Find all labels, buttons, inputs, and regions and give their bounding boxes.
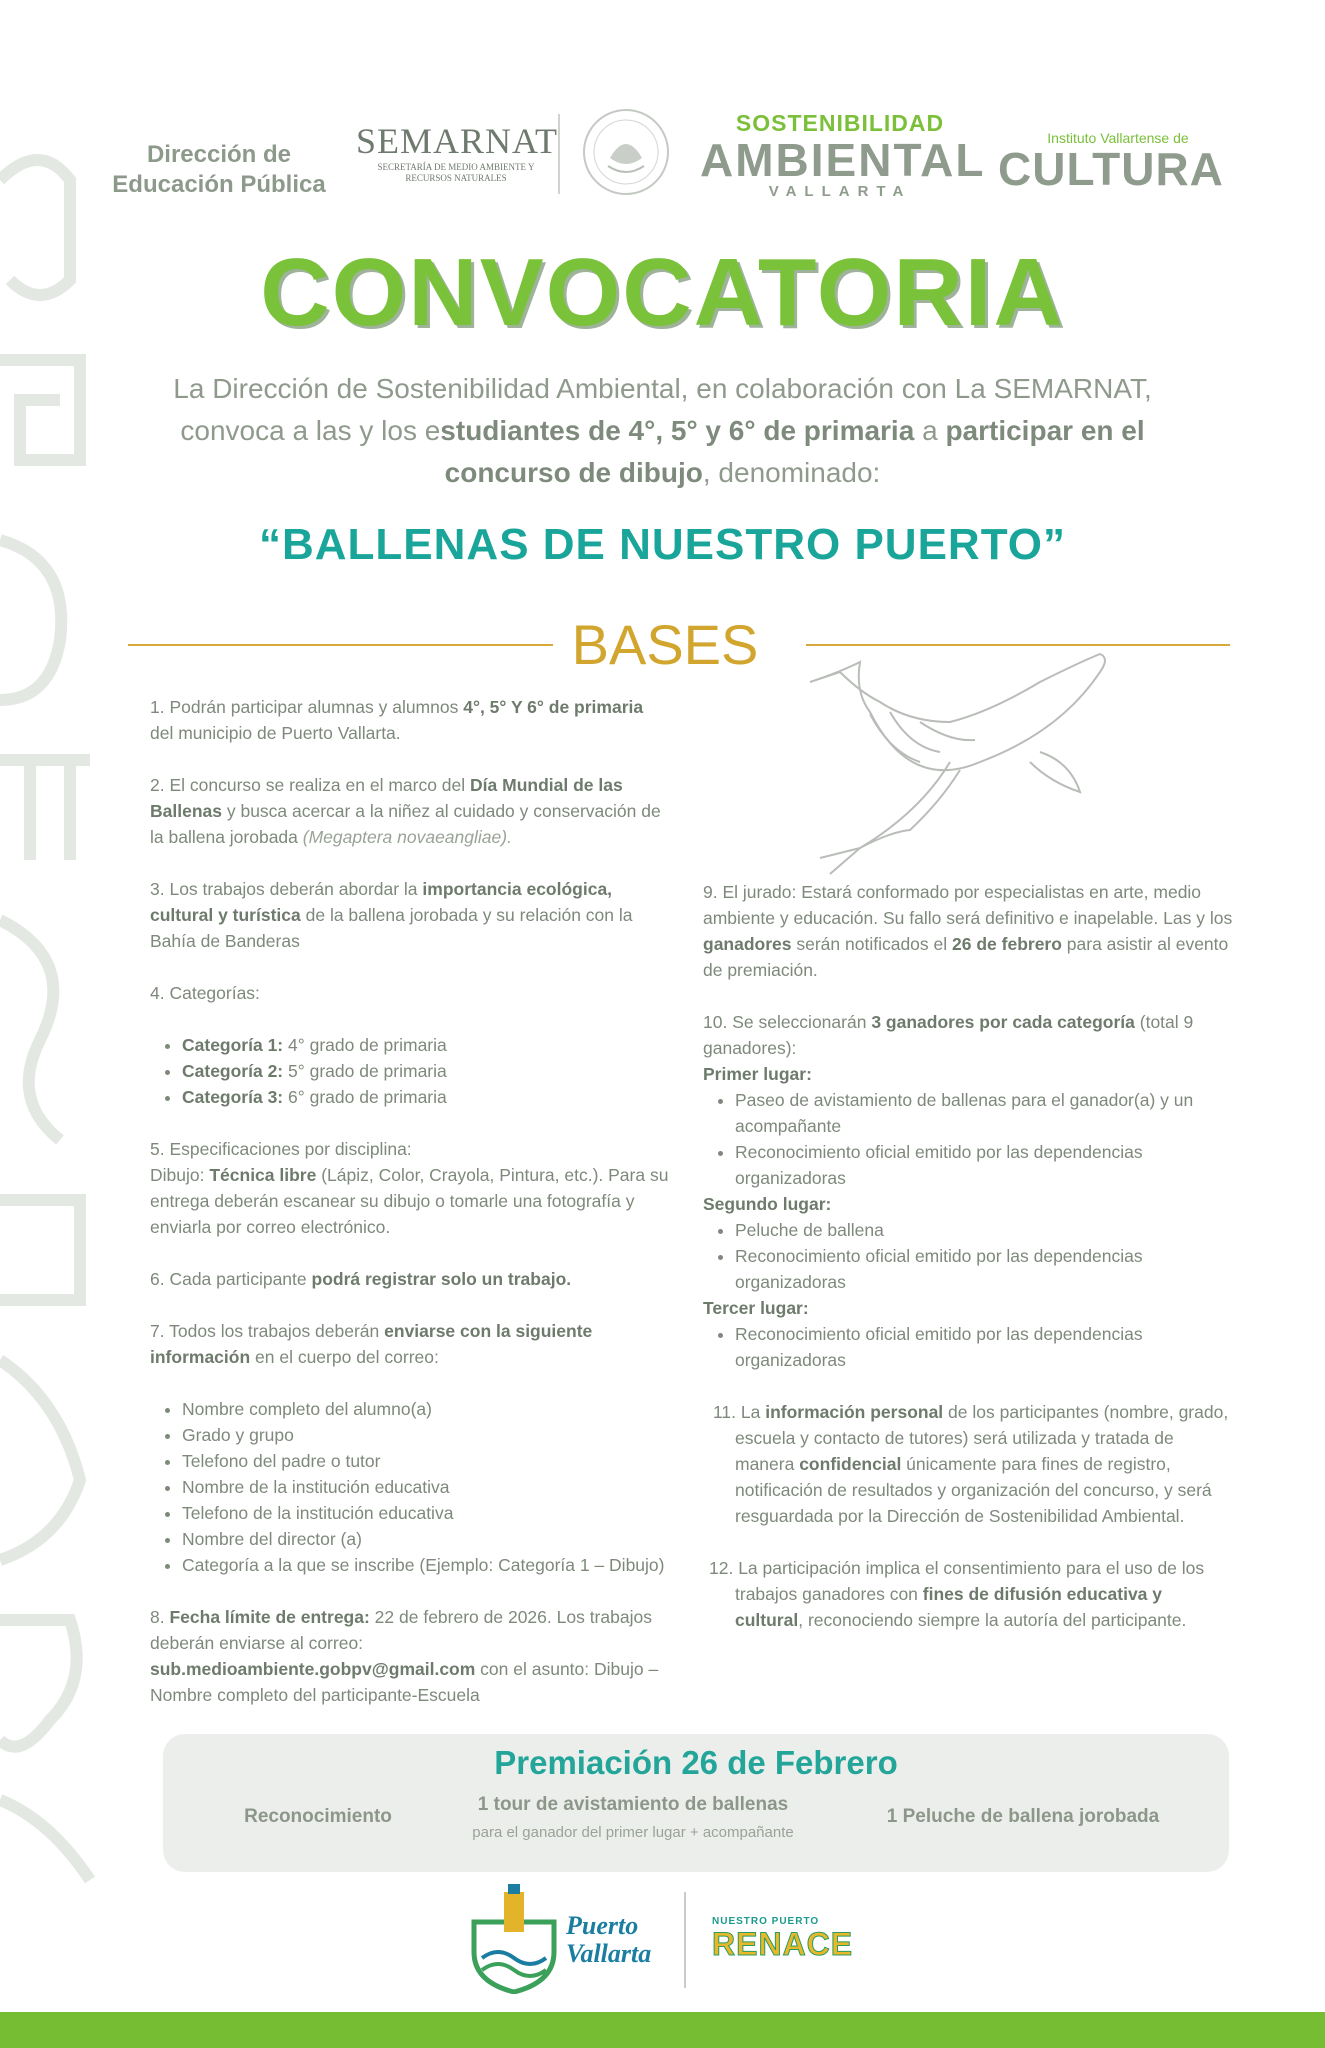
list-item: • Nombre completo del alumno(a) bbox=[182, 1396, 670, 1422]
list-item: • Reconocimiento oficial emitido por las dependencias organizadoras bbox=[735, 1139, 1233, 1191]
base-8-text-end: con el asunto: Dibujo – Nombre completo del participante-Escuela bbox=[150, 1659, 659, 1705]
base-1-text: 1. Podrán participar alumnas y alumnos bbox=[150, 697, 464, 717]
base-7-text-end: en el cuerpo del correo: bbox=[250, 1347, 439, 1367]
cultura-line2: CULTURA bbox=[998, 143, 1224, 195]
sost-line1: SOSTENIBILIDAD bbox=[735, 110, 945, 136]
base-6-bold: podrá registrar solo un trabajo. bbox=[311, 1269, 572, 1289]
list-item: • Categoría a la que se inscribe (Ejemplo: Categoría 1 – Dibujo) bbox=[182, 1552, 670, 1578]
list-item bbox=[182, 1032, 670, 1058]
base-7-bold: enviarse con la siguiente información bbox=[150, 1321, 593, 1367]
list-item: • Paseo de avistamiento de ballenas para el ganador(a) y un acompañante bbox=[735, 1087, 1233, 1139]
list-item: • Reconocimiento oficial emitido por las dependencias organizadoras bbox=[735, 1321, 1233, 1373]
base-10-text: 10. Se seleccionarán bbox=[703, 1012, 872, 1032]
cultura-line1: Instituto Vallartense de bbox=[1047, 130, 1189, 146]
base-item-9 bbox=[703, 879, 1233, 983]
base-item-1 bbox=[150, 694, 670, 746]
semarnat-name: SEMARNAT bbox=[356, 121, 559, 161]
base-item-8 bbox=[150, 1604, 670, 1708]
base-10-text-end: (total 9 ganadores): bbox=[703, 1012, 1194, 1058]
base-11-text: 11. La bbox=[713, 1402, 766, 1422]
list-item: • Telefono del padre o tutor bbox=[182, 1448, 670, 1474]
base-item-6 bbox=[150, 1266, 670, 1292]
renace-logo bbox=[712, 1916, 853, 1961]
sost-line2: AMBIENTAL bbox=[700, 134, 986, 186]
base-2-text: 2. El concurso se realiza en el marco del bbox=[150, 775, 471, 795]
base-item-10 bbox=[703, 1009, 1233, 1373]
bases-left-column bbox=[150, 694, 670, 1734]
intro-paragraph bbox=[140, 368, 1185, 494]
pv-line2: Vallarta bbox=[566, 1939, 652, 1968]
category-list bbox=[150, 1032, 670, 1110]
prize-plush: 1 Peluche de ballena jorobada bbox=[886, 1806, 1160, 1827]
base-8-text-mid: 22 de febrero de 2026. Los trabajos deberán enviarse al correo: bbox=[150, 1607, 652, 1653]
cultura-logo bbox=[998, 130, 1238, 195]
base-5-heading: 5. Especificaciones por disciplina: bbox=[150, 1139, 412, 1159]
base-5-text: Dibujo: bbox=[150, 1165, 210, 1185]
third-place-label: Tercer lugar: bbox=[703, 1298, 809, 1318]
prize-tour-title: 1 tour de avistamiento de ballenas bbox=[477, 1794, 789, 1815]
category-label: Categoría 3: bbox=[182, 1087, 284, 1107]
base-9-date: 26 de febrero bbox=[952, 934, 1062, 954]
bases-heading: BASES bbox=[571, 613, 759, 676]
first-place-list bbox=[703, 1087, 1233, 1191]
renace-big: RENACE bbox=[712, 1926, 854, 1962]
base-9-text: 9. El jurado: Estará conformado por especialistas en arte, medio ambiente y educación. Su fallo será definitivo e inapelable. Las y los bbox=[703, 882, 1233, 928]
pv-line1: Puerto bbox=[566, 1911, 639, 1940]
base-3-text: 3. Los trabajos deberán abordar la bbox=[150, 879, 423, 899]
list-item: • Telefono de la institución educativa bbox=[182, 1500, 670, 1526]
base-1-bold: 4°, 5° Y 6° de primaria bbox=[463, 697, 644, 717]
base-2-bold: Día Mundial de las Ballenas bbox=[150, 775, 623, 821]
base-8-bold: Fecha límite de entrega: bbox=[169, 1607, 370, 1627]
second-place-label: Segundo lugar: bbox=[703, 1194, 832, 1214]
base-10-bold: 3 ganadores por cada categoría bbox=[871, 1012, 1135, 1032]
prize-recognition: Reconocimiento bbox=[244, 1806, 392, 1827]
intro-text-1: La Dirección de Sostenibilidad Ambiental, en colaboración con La SEMARNAT, convoca a las y los e bbox=[173, 373, 1152, 446]
base-2-text-mid: y busca acercar a la niñez al cuidado y conservación de la ballena jorobada bbox=[150, 801, 661, 847]
mexico-seal-icon bbox=[580, 106, 672, 198]
page-title: CONVOCATORIA bbox=[260, 239, 1065, 346]
base-9-text-mid: serán notificados el bbox=[791, 934, 953, 954]
logo-divider bbox=[558, 114, 560, 194]
bases-rule-right bbox=[806, 644, 1230, 646]
base-1-text-end: del municipio de Puerto Vallarta. bbox=[150, 723, 401, 743]
base-item-12 bbox=[703, 1555, 1233, 1633]
base-item-2 bbox=[150, 772, 670, 850]
category-label: Categoría 2: bbox=[182, 1061, 284, 1081]
base-12-bold: fines de difusión educativa y cultural bbox=[735, 1584, 1163, 1630]
footer-logos bbox=[0, 1872, 1325, 2002]
category-text: 6° grado de primaria bbox=[283, 1087, 447, 1107]
intro-bold-1: studiantes de 4°, 5° y 6° de primaria bbox=[440, 415, 915, 446]
renace-small: NUESTRO PUERTO bbox=[712, 1916, 820, 1927]
puerto-vallarta-emblem-icon bbox=[466, 1882, 562, 1994]
bases-right-column bbox=[703, 879, 1233, 1659]
base-11-text-end: únicamente para fines de registro, notificación de resultados y organización del concurso, y será resguardada por la Dirección de Sostenibilidad Ambiental. bbox=[735, 1454, 1212, 1526]
prize-tour-subtitle: para el ganador del primer lugar + acompañante bbox=[472, 1824, 794, 1841]
list-item: • Grado y grupo bbox=[182, 1422, 670, 1448]
base-11-bold: información personal bbox=[765, 1402, 944, 1422]
list-item: • Nombre de la institución educativa bbox=[182, 1474, 670, 1500]
first-place-label: Primer lugar: bbox=[703, 1064, 812, 1084]
base-2-species: (Megaptera novaeangliae). bbox=[302, 827, 512, 847]
base-item-4 bbox=[150, 980, 670, 1006]
base-12-text-end: , reconociendo siempre la autoría del participante. bbox=[798, 1610, 1187, 1630]
base-5-text-end: (Lápiz, Color, Crayola, Pintura, etc.). Para su entrega deberán escanear su dibujo o tomarle una fotografía y enviarla por correo electrónico. bbox=[150, 1165, 669, 1237]
puerto-vallarta-wordmark bbox=[566, 1912, 651, 1968]
list-item bbox=[182, 1058, 670, 1084]
intro-bold-2: participar en el concurso de dibujo bbox=[444, 415, 1145, 488]
second-place-list bbox=[703, 1217, 1233, 1295]
contact-email[interactable]: sub.medioambiente.gobpv@gmail.com bbox=[150, 1659, 476, 1679]
base-6-text: 6. Cada participante bbox=[150, 1269, 312, 1289]
base-7-text: 7. Todos los trabajos deberán bbox=[150, 1321, 385, 1341]
whale-illustration bbox=[800, 652, 1120, 878]
header-logos bbox=[0, 100, 1325, 210]
contest-name: “BALLENAS DE NUESTRO PUERTO” bbox=[258, 520, 1067, 569]
footer-divider bbox=[684, 1892, 686, 1988]
base-11-bold-2: confidencial bbox=[799, 1454, 902, 1474]
base-12-text: 12. La participación implica el consentimiento para el uso de los trabajos ganadores con bbox=[709, 1558, 1205, 1604]
info-list bbox=[150, 1396, 670, 1578]
list-item: • Reconocimiento oficial emitido por las dependencias organizadoras bbox=[735, 1243, 1233, 1295]
category-text: 4° grado de primaria bbox=[283, 1035, 447, 1055]
third-place-list bbox=[703, 1321, 1233, 1373]
sost-line3: VALLARTA bbox=[768, 183, 912, 200]
semarnat-subtitle: SECRETARÍA DE MEDIO AMBIENTE Y RECURSOS NATURALES bbox=[377, 162, 535, 183]
base-8-text: 8. bbox=[150, 1607, 170, 1627]
bases-rule-left bbox=[128, 644, 553, 646]
prize-tour bbox=[453, 1794, 813, 1841]
category-label: Categoría 1: bbox=[182, 1035, 284, 1055]
list-item: • Nombre del director (a) bbox=[182, 1526, 670, 1552]
semarnat-logo bbox=[356, 120, 559, 184]
prize-box bbox=[163, 1734, 1229, 1872]
base-item-5 bbox=[150, 1136, 670, 1240]
sostenibilidad-logo bbox=[700, 110, 986, 200]
base-item-7 bbox=[150, 1318, 670, 1370]
intro-text-2: a bbox=[914, 415, 946, 446]
list-item: • Peluche de ballena bbox=[735, 1217, 1233, 1243]
base-4-text: 4. Categorías: bbox=[150, 983, 260, 1003]
base-item-11 bbox=[703, 1399, 1233, 1529]
base-3-bold: importancia ecológica, cultural y turística bbox=[150, 879, 613, 925]
base-5-bold: Técnica libre bbox=[209, 1165, 317, 1185]
prize-title: Premiación 26 de Febrero bbox=[494, 1744, 898, 1781]
bottom-color-bar bbox=[0, 2012, 1325, 2048]
category-text: 5° grado de primaria bbox=[283, 1061, 447, 1081]
base-11-text-mid: de los participantes (nombre, grado, escuela y contacto de tutores) será utilizada y tratada de manera bbox=[735, 1402, 1229, 1474]
education-logo: Dirección de Educación Pública bbox=[112, 141, 326, 198]
base-3-text-end: de la ballena jorobada y su relación con la Bahía de Banderas bbox=[150, 905, 633, 951]
base-9-bold: ganadores bbox=[703, 934, 792, 954]
list-item bbox=[182, 1084, 670, 1110]
decorative-pattern bbox=[0, 140, 110, 1900]
intro-text-3: , denominado: bbox=[702, 457, 881, 488]
base-item-3 bbox=[150, 876, 670, 954]
base-9-text-end: para asistir al evento de premiación. bbox=[703, 934, 1229, 980]
